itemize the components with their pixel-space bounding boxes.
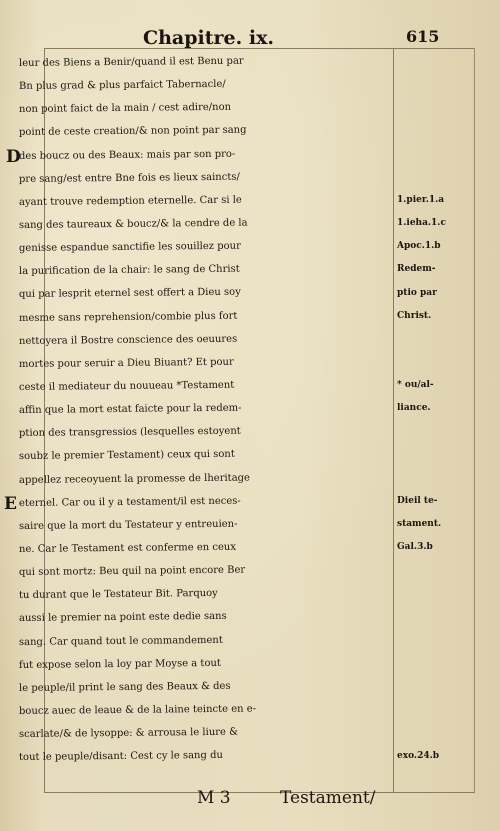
text-line: Bn plus grad & plus parfaict Tabernacle/ (18, 78, 226, 93)
text-line: soubz le premier Testament) ceux qui sont (18, 449, 235, 463)
text-line: ption des transgressios (lesquelles estoyent (18, 425, 241, 440)
margin-note: Christ. (397, 310, 432, 321)
text-line: des boucz ou des Beaux: mais par son pro- (18, 148, 236, 162)
text-line: qui par lesprit eternel sest offert a Dieu soy (18, 287, 241, 301)
text-line: tu durant que le Testateur Bit. Parquoy (18, 588, 218, 602)
text-line: leur des Biens a Benir/quand il est Benu par (18, 55, 244, 69)
margin-note: 1.ieha.1.c (397, 218, 446, 229)
text-line: fut expose selon la loy par Moyse a tout (18, 657, 221, 671)
text-line: sang. Car quand tout le commandement (18, 634, 223, 648)
signature-mark: M 3 (197, 788, 231, 808)
running-head-title: Chapitre. (143, 27, 243, 49)
bottom-rule (44, 792, 475, 793)
text-line: scarlate/& de lysoppe: & arrousa le liure & (18, 726, 239, 741)
text-line: le peuple/il print le sang des Beaux & des (18, 680, 231, 694)
catchword: Testament/ (280, 788, 376, 808)
text-line: sang des taureaux & boucz/& la cendre de la (18, 217, 248, 231)
text-line: nettoyera il Bostre conscience des oeuures (18, 333, 238, 347)
text-line: ceste il mediateur du nouueau *Testament (18, 379, 235, 393)
margin-note: liance. (397, 403, 431, 414)
margin-note: Apoc.1.b (397, 241, 441, 252)
text-line: ne. Car le Testament est conferme en ceux (18, 541, 237, 555)
margin-note: ptio par (397, 287, 437, 298)
text-line: affin que la mort estat faicte pour la redem- (18, 402, 242, 417)
text-line: mortes pour seruir a Dieu Biuant? Et pour (18, 356, 234, 370)
right-rule (474, 48, 475, 793)
text-line: genisse espandue sanctifie les souillez pour (18, 240, 241, 255)
text-line: non point faict de la main / cest adire/non (18, 102, 232, 116)
text-line: saire que la mort du Testateur y entreuien- (18, 518, 238, 532)
margin-note: stament. (397, 519, 442, 529)
folio-number: 615 (406, 27, 440, 46)
margin-note: 1.pier.1.a (397, 194, 445, 205)
margin-note: Redem- (397, 264, 436, 275)
text-line: ayant trouve redemption eternelle. Car si le (18, 194, 242, 208)
section-letter: E (4, 493, 17, 514)
text-line: qui sont mortz: Beu quil na point encore Ber (18, 564, 246, 579)
margin-note: * ou/al- (397, 380, 434, 391)
margin-note: Dieil te- (397, 495, 438, 506)
margin-note: exo.24.b (397, 750, 440, 761)
text-line: mesme sans reprehension/combie plus fort (18, 310, 238, 324)
running-head (143, 27, 274, 49)
section-letter: D (6, 146, 21, 167)
text-line: appellez receoyuent la promesse de lheritage (18, 472, 251, 486)
text-line: la purification de la chair: le sang de Christ (18, 263, 240, 278)
text-line: pre sang/est entre Bne fois es lieux saincts/ (18, 171, 240, 185)
running-head-chapter: ix. (248, 27, 275, 49)
body-text (19, 52, 397, 769)
text-line: tout le peuple/disant: Cest cy le sang du (18, 750, 223, 764)
text-line: aussi le premier na point este dedie sans (18, 611, 227, 625)
margin-note: Gal.3.b (397, 542, 433, 553)
text-line: eternel. Car ou il y a testament/il est neces- (18, 495, 241, 509)
text-line: point de ceste creation/& non point par sang (18, 125, 247, 139)
text-line: boucz auec de leaue & de la laine teincte en e- (18, 703, 257, 717)
